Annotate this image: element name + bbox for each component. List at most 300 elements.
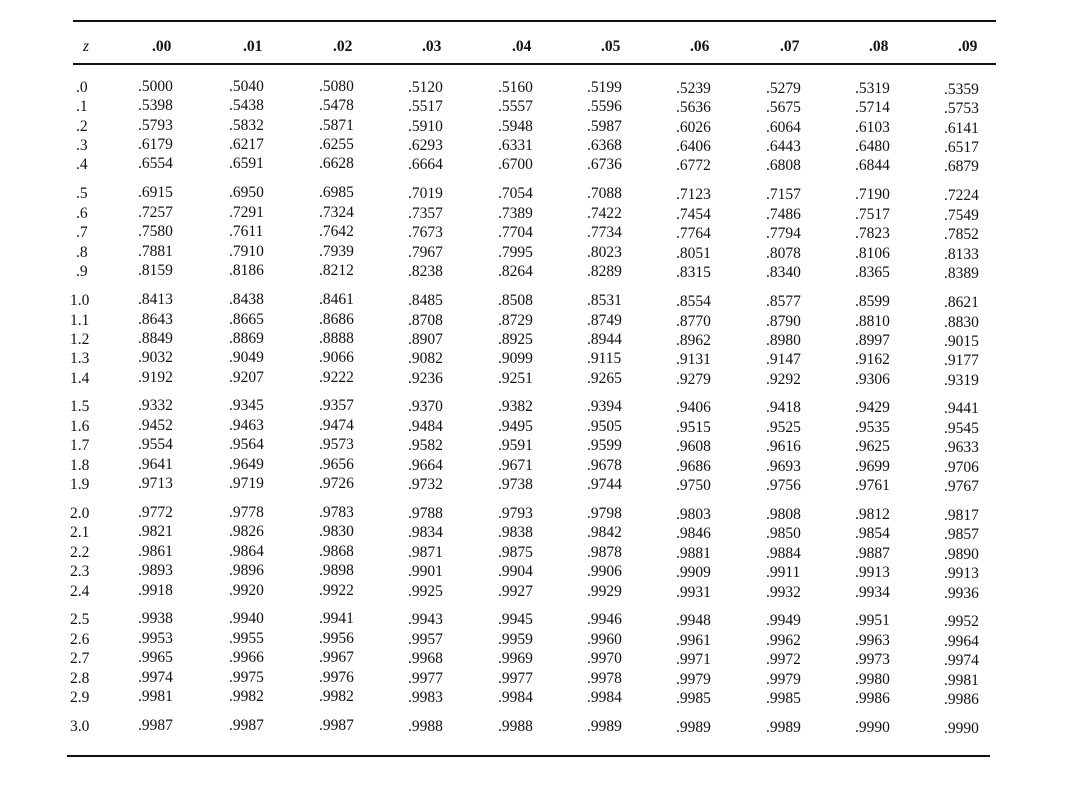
table-cell: .8238 (408, 263, 443, 280)
header-rule (73, 63, 996, 65)
z-value: 1.5 (70, 398, 90, 415)
column-header: .00 (152, 38, 172, 55)
table-cell: .8577 (766, 293, 801, 310)
z-value: 2.4 (70, 583, 90, 600)
table-cell: .9699 (855, 458, 890, 475)
table-cell: .9582 (408, 437, 443, 454)
table-cell: .9871 (408, 544, 443, 561)
table-cell: .8810 (855, 313, 890, 330)
z-value: .6 (76, 205, 88, 222)
table-cell: .5319 (855, 80, 890, 97)
table-cell: .7794 (766, 225, 801, 242)
table-cell: .9941 (319, 610, 354, 627)
table-cell: .9987 (138, 717, 173, 734)
table-cell: .9319 (944, 372, 979, 389)
table-cell: .6443 (766, 138, 801, 155)
table-cell: .9463 (229, 417, 264, 434)
table-cell: .8106 (855, 245, 890, 262)
table-cell: .9713 (138, 475, 173, 492)
table-cell: .9887 (855, 545, 890, 562)
z-value: 2.1 (70, 524, 90, 541)
table-cell: .9207 (229, 369, 264, 386)
table-cell: .8289 (587, 263, 622, 280)
table-cell: .6808 (766, 157, 801, 174)
table-cell: .6255 (319, 136, 354, 153)
table-cell: .6064 (766, 119, 801, 136)
table-cell: .9788 (408, 505, 443, 522)
table-cell: .9904 (498, 563, 533, 580)
table-cell: .9927 (498, 583, 533, 600)
table-cell: .9850 (766, 525, 801, 542)
z-value: .7 (76, 224, 88, 241)
table-cell: .9966 (229, 649, 264, 666)
table-cell: .8830 (944, 314, 979, 331)
table-cell: .9251 (498, 370, 533, 387)
table-cell: .9625 (855, 438, 890, 455)
table-cell: .7611 (229, 223, 264, 240)
table-cell: .9192 (138, 369, 173, 386)
table-cell: .8925 (498, 331, 533, 348)
column-header: .09 (958, 38, 978, 55)
table-cell: .8023 (587, 244, 622, 261)
table-cell: .9932 (766, 584, 801, 601)
table-cell: .9986 (944, 691, 979, 708)
table-cell: .9131 (676, 351, 711, 368)
table-cell: .9985 (676, 690, 711, 707)
table-cell: .9979 (766, 671, 801, 688)
table-cell: .9972 (766, 651, 801, 668)
table-cell: .9826 (229, 523, 264, 540)
column-header: .06 (690, 38, 710, 55)
table-cell: .7291 (229, 204, 264, 221)
table-cell: .9756 (766, 477, 801, 494)
table-cell: .9906 (587, 563, 622, 580)
table-cell: .9099 (498, 350, 533, 367)
column-header: .07 (780, 38, 800, 55)
table-cell: .6628 (319, 155, 354, 172)
table-cell: .9015 (944, 333, 979, 350)
z-value: 1.7 (70, 437, 90, 454)
z-value: 1.2 (70, 331, 90, 348)
table-cell: .7995 (498, 244, 533, 261)
table-cell: .9591 (498, 437, 533, 454)
table-cell: .9726 (319, 475, 354, 492)
table-cell: .8186 (229, 262, 264, 279)
table-cell: .9936 (944, 585, 979, 602)
table-cell: .7642 (319, 223, 354, 240)
table-cell: .5398 (138, 97, 173, 114)
table-cell: .9616 (766, 438, 801, 455)
z-value: .1 (76, 98, 88, 115)
table-cell: .6293 (408, 137, 443, 154)
table-cell: .9838 (498, 524, 533, 541)
table-cell: .8438 (229, 291, 264, 308)
table-cell: .9890 (944, 546, 979, 563)
table-cell: .7823 (855, 225, 890, 242)
z-value: 1.8 (70, 457, 90, 474)
table-cell: .6844 (855, 157, 890, 174)
table-cell: .9474 (319, 417, 354, 434)
table-cell: .9441 (944, 400, 979, 417)
table-cell: .5910 (408, 118, 443, 135)
table-cell: .9292 (766, 371, 801, 388)
table-cell: .9984 (498, 689, 533, 706)
table-cell: .9864 (229, 543, 264, 560)
table-cell: .6026 (676, 119, 711, 136)
table-cell: .8508 (498, 292, 533, 309)
table-cell: .5636 (676, 99, 711, 116)
table-cell: .8749 (587, 312, 622, 329)
table-cell: .7357 (408, 205, 443, 222)
table-cell: .7704 (498, 224, 533, 241)
table-cell: .5675 (766, 99, 801, 116)
table-cell: .9970 (587, 650, 622, 667)
table-cell: .9931 (676, 584, 711, 601)
table-cell: .5871 (319, 117, 354, 134)
table-cell: .9525 (766, 419, 801, 436)
table-cell: .8665 (229, 311, 264, 328)
table-cell: .5120 (408, 79, 443, 96)
table-cell: .9545 (944, 420, 979, 437)
table-cell: .9964 (944, 633, 979, 650)
table-cell: .9975 (229, 669, 264, 686)
table-cell: .7257 (138, 204, 173, 221)
table-cell: .9345 (229, 397, 264, 414)
table-cell: .9963 (855, 632, 890, 649)
table-cell: .9332 (138, 397, 173, 414)
table-cell: .9115 (587, 350, 622, 367)
table-cell: .9990 (855, 719, 890, 736)
table-cell: .7389 (498, 205, 533, 222)
table-cell: .9418 (766, 399, 801, 416)
table-cell: .8315 (676, 264, 711, 281)
table-cell: .9803 (676, 506, 711, 523)
table-cell: .9878 (587, 544, 622, 561)
z-value: 2.8 (70, 670, 90, 687)
table-cell: .6103 (855, 119, 890, 136)
table-cell: .9948 (676, 612, 711, 629)
table-cell: .9925 (408, 583, 443, 600)
table-cell: .9909 (676, 564, 711, 581)
table-cell: .8599 (855, 293, 890, 310)
table-cell: .8980 (766, 332, 801, 349)
table-cell: .9965 (138, 649, 173, 666)
table-cell: .9032 (138, 349, 173, 366)
z-value: 2.0 (70, 505, 90, 522)
table-cell: .9868 (319, 543, 354, 560)
table-cell: .5438 (229, 97, 264, 114)
table-cell: .5478 (319, 97, 354, 114)
table-cell: .6480 (855, 138, 890, 155)
table-cell: .9808 (766, 506, 801, 523)
table-cell: .6915 (138, 184, 173, 201)
table-cell: .7967 (408, 244, 443, 261)
table-cell: .5793 (138, 117, 173, 134)
column-header: .05 (601, 38, 621, 55)
table-cell: .9987 (319, 717, 354, 734)
table-cell: .9793 (498, 505, 533, 522)
table-cell: .9978 (587, 670, 622, 687)
column-header: .02 (333, 38, 353, 55)
table-cell: .9945 (498, 611, 533, 628)
table-cell: .5832 (229, 117, 264, 134)
table-cell: .8051 (676, 245, 711, 262)
table-cell: .5557 (498, 98, 533, 115)
table-cell: .6406 (676, 138, 711, 155)
z-value: 1.4 (70, 370, 90, 387)
table-cell: .8485 (408, 292, 443, 309)
table-cell: .9222 (319, 369, 354, 386)
table-cell: .9505 (587, 418, 622, 435)
table-cell: .9772 (138, 504, 173, 521)
table-cell: .9265 (587, 370, 622, 387)
table-cell: .9429 (855, 399, 890, 416)
table-cell: .9938 (138, 610, 173, 627)
table-cell: .9744 (587, 476, 622, 493)
table-cell: .5517 (408, 98, 443, 115)
table-cell: .7324 (319, 204, 354, 221)
table-cell: .7764 (676, 225, 711, 242)
table-cell: .5279 (766, 80, 801, 97)
table-cell: .9961 (676, 632, 711, 649)
table-cell: .9901 (408, 563, 443, 580)
table-cell: .9956 (319, 630, 354, 647)
table-cell: .9918 (138, 582, 173, 599)
table-cell: .9957 (408, 631, 443, 648)
table-cell: .9515 (676, 419, 711, 436)
table-cell: .9394 (587, 398, 622, 415)
table-cell: .9985 (766, 690, 801, 707)
z-value: 2.3 (70, 563, 90, 580)
table-cell: .8643 (138, 311, 173, 328)
table-cell: .9898 (319, 562, 354, 579)
table-cell: .9977 (498, 670, 533, 687)
table-cell: .9382 (498, 398, 533, 415)
table-cell: .9990 (944, 720, 979, 737)
table-cell: .6368 (587, 137, 622, 154)
table-cell: .7517 (855, 206, 890, 223)
table-cell: .9911 (766, 564, 801, 581)
table-cell: .9943 (408, 611, 443, 628)
table-cell: .7852 (944, 226, 979, 243)
table-cell: .8461 (319, 291, 354, 308)
table-cell: .8212 (319, 262, 354, 279)
z-value: .4 (76, 156, 88, 173)
table-cell: .9952 (944, 613, 979, 630)
z-value: .0 (76, 79, 88, 96)
table-cell: .9641 (138, 456, 173, 473)
table-cell: .7549 (944, 207, 979, 224)
table-top-rule (73, 20, 996, 22)
table-cell: .7123 (676, 186, 711, 203)
table-cell: .6985 (319, 184, 354, 201)
table-cell: .6591 (229, 155, 264, 172)
table-cell: .5199 (587, 79, 622, 96)
table-cell: .9842 (587, 524, 622, 541)
table-cell: .9812 (855, 506, 890, 523)
table-cell: .9649 (229, 456, 264, 473)
table-cell: .8962 (676, 332, 711, 349)
table-cell: .8869 (229, 330, 264, 347)
table-cell: .9738 (498, 476, 533, 493)
table-cell: .9989 (676, 719, 711, 736)
table-cell: .9987 (229, 717, 264, 734)
table-cell: .9279 (676, 371, 711, 388)
table-cell: .9798 (587, 505, 622, 522)
table-cell: .9980 (855, 671, 890, 688)
table-cell: .9706 (944, 459, 979, 476)
table-cell: .6772 (676, 157, 711, 174)
table-cell: .9656 (319, 456, 354, 473)
table-cell: .9554 (138, 436, 173, 453)
table-cell: .9884 (766, 545, 801, 562)
table-cell: .6879 (944, 158, 979, 175)
table-cell: .9955 (229, 630, 264, 647)
table-cell: .9974 (138, 669, 173, 686)
z-value: 3.0 (70, 718, 90, 735)
z-value: 2.2 (70, 544, 90, 561)
z-value: .3 (76, 137, 88, 154)
z-value: 1.6 (70, 418, 90, 435)
table-cell: .9967 (319, 649, 354, 666)
table-cell: .9846 (676, 525, 711, 542)
table-cell: .9988 (408, 718, 443, 735)
table-cell: .9971 (676, 651, 711, 668)
table-cell: .8686 (319, 311, 354, 328)
table-cell: .8621 (944, 294, 979, 311)
table-cell: .5753 (944, 100, 979, 117)
table-cell: .9686 (676, 458, 711, 475)
table-cell: .8340 (766, 264, 801, 281)
table-cell: .9959 (498, 631, 533, 648)
table-cell: .9989 (587, 718, 622, 735)
column-header: .01 (243, 38, 263, 55)
table-cell: .8888 (319, 330, 354, 347)
table-cell: .9896 (229, 562, 264, 579)
table-cell: .9147 (766, 351, 801, 368)
table-cell: .5987 (587, 118, 622, 135)
table-cell: .9913 (944, 565, 979, 582)
table-cell: .9979 (676, 671, 711, 688)
table-cell: .8729 (498, 312, 533, 329)
table-cell: .9986 (855, 690, 890, 707)
table-cell: .7881 (138, 243, 173, 260)
table-cell: .9066 (319, 349, 354, 366)
table-cell: .5714 (855, 99, 890, 116)
table-cell: .9761 (855, 477, 890, 494)
table-cell: .9693 (766, 458, 801, 475)
table-cell: .9049 (229, 349, 264, 366)
table-cell: .9981 (944, 672, 979, 689)
table-cell: .7939 (319, 243, 354, 260)
table-cell: .9983 (408, 689, 443, 706)
table-cell: .9671 (498, 457, 533, 474)
table-cell: .6664 (408, 156, 443, 173)
z-value: 1.1 (70, 312, 90, 329)
table-cell: .6331 (498, 137, 533, 154)
table-cell: .9981 (138, 688, 173, 705)
table-cell: .8413 (138, 291, 173, 308)
table-cell: .9719 (229, 475, 264, 492)
table-cell: .9934 (855, 584, 890, 601)
table-cell: .9732 (408, 476, 443, 493)
table-cell: .7088 (587, 185, 622, 202)
table-cell: .6517 (944, 139, 979, 156)
table-cell: .9406 (676, 399, 711, 416)
table-cell: .7190 (855, 186, 890, 203)
table-cell: .8264 (498, 263, 533, 280)
z-value: 2.6 (70, 631, 90, 648)
column-header: .04 (512, 38, 532, 55)
table-cell: .6179 (138, 136, 173, 153)
table-cell: .7580 (138, 223, 173, 240)
table-cell: .9949 (766, 612, 801, 629)
table-cell: .9177 (944, 352, 979, 369)
table-cell: .9664 (408, 457, 443, 474)
table-cell: .8078 (766, 245, 801, 262)
z-value: .5 (76, 185, 88, 202)
table-cell: .9913 (855, 564, 890, 581)
table-cell: .5596 (587, 98, 622, 115)
table-cell: .9920 (229, 582, 264, 599)
table-cell: .9922 (319, 582, 354, 599)
table-cell: .9834 (408, 524, 443, 541)
table-cell: .8159 (138, 262, 173, 279)
column-header: .08 (869, 38, 889, 55)
table-cell: .9951 (855, 612, 890, 629)
table-cell: .9082 (408, 350, 443, 367)
table-cell: .9962 (766, 632, 801, 649)
z-value: 2.7 (70, 650, 90, 667)
table-cell: .9968 (408, 650, 443, 667)
table-cell: .8133 (944, 246, 979, 263)
z-value: .8 (76, 244, 88, 261)
table-cell: .7673 (408, 224, 443, 241)
z-value: .2 (76, 118, 88, 135)
z-value: 1.3 (70, 350, 90, 367)
table-cell: .6700 (498, 156, 533, 173)
table-cell: .6141 (944, 120, 979, 137)
table-cell: .9495 (498, 418, 533, 435)
table-cell: .9893 (138, 562, 173, 579)
z-value: 1.9 (70, 476, 90, 493)
table-cell: .8531 (587, 292, 622, 309)
table-cell: .8944 (587, 331, 622, 348)
column-header: .03 (422, 38, 442, 55)
table-cell: .9982 (229, 688, 264, 705)
table-cell: .8389 (944, 265, 979, 282)
table-cell: .9678 (587, 457, 622, 474)
table-cell: .9821 (138, 523, 173, 540)
table-cell: .7224 (944, 187, 979, 204)
table-cell: .9306 (855, 371, 890, 388)
table-cell: .5040 (229, 78, 264, 95)
table-cell: .9370 (408, 398, 443, 415)
table-cell: .8365 (855, 264, 890, 281)
table-cell: .5359 (944, 81, 979, 98)
z-value: 2.5 (70, 611, 90, 628)
z-column-header: z (83, 38, 90, 55)
table-cell: .9535 (855, 419, 890, 436)
table-cell: .8554 (676, 293, 711, 310)
table-cell: .7422 (587, 205, 622, 222)
table-cell: .6554 (138, 155, 173, 172)
z-value: 2.9 (70, 689, 90, 706)
table-cell: .6736 (587, 156, 622, 173)
table-cell: .5000 (138, 78, 173, 95)
table-cell: .8849 (138, 330, 173, 347)
table-cell: .9976 (319, 669, 354, 686)
